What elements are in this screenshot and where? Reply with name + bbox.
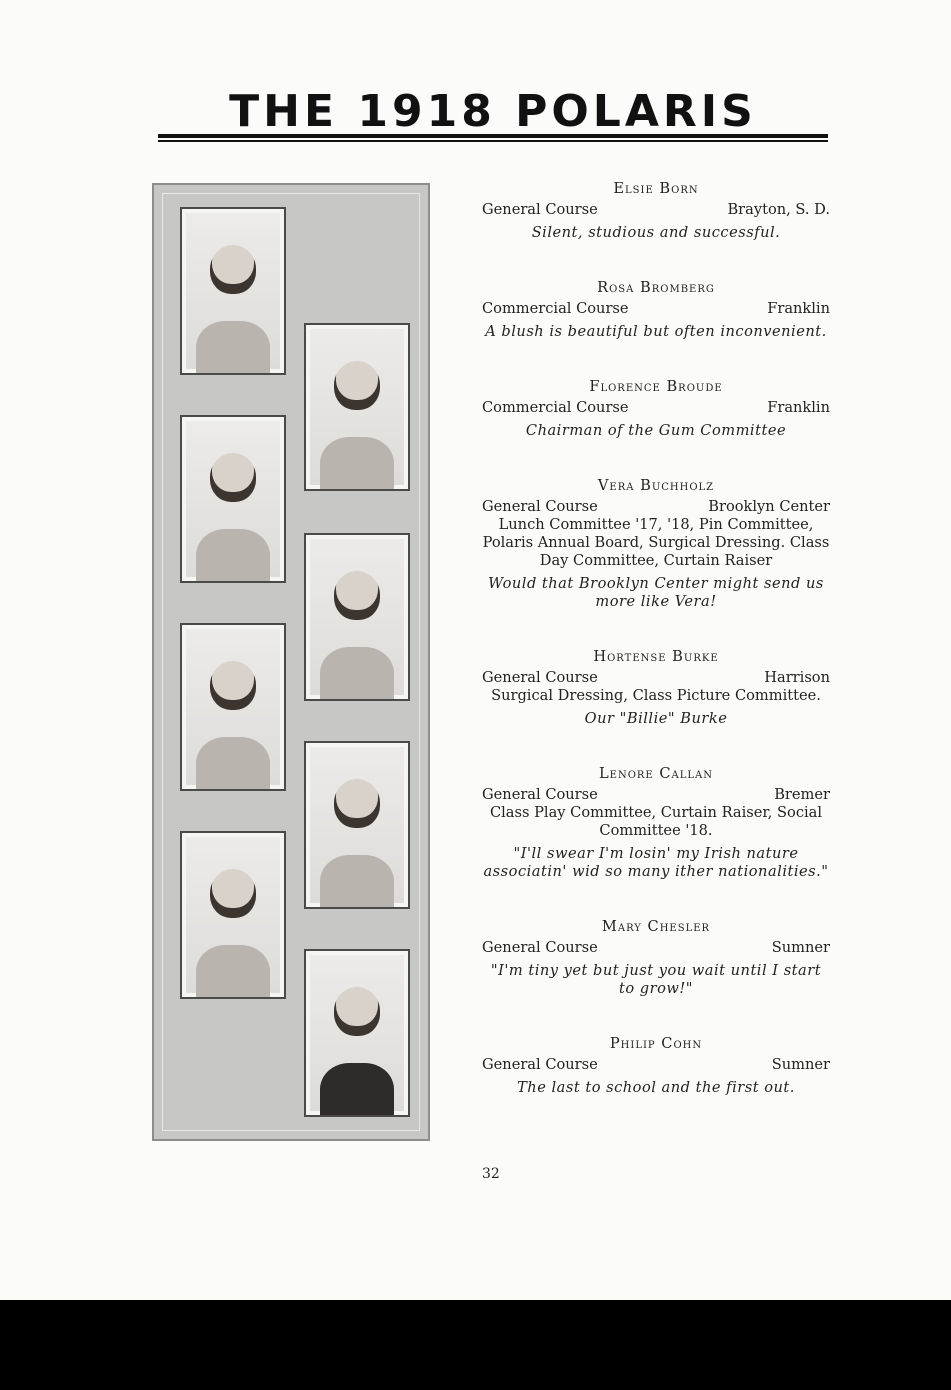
portrait-photo: [304, 741, 410, 909]
student-name: Mary Chesler: [601, 918, 711, 935]
course: General Course: [482, 939, 598, 956]
portrait-photo: [180, 623, 286, 791]
portrait-photo: [180, 831, 286, 999]
student-entry: [482, 477, 830, 611]
course: General Course: [482, 786, 598, 803]
town: Franklin: [767, 399, 830, 416]
motto: Our "Billie" Burke: [584, 710, 728, 727]
town: Bremer: [774, 786, 830, 803]
student-name: Florence Broude: [589, 378, 723, 395]
motto: Chairman of the Gum Committee: [525, 422, 787, 439]
activities: Surgical Dressing, Class Picture Committee.: [491, 687, 821, 704]
course: General Course: [482, 1056, 598, 1073]
course: Commercial Course: [482, 300, 629, 317]
town: Harrison: [764, 669, 830, 686]
title-rule-thin: [158, 140, 828, 142]
course-row: [482, 669, 830, 687]
motto: The last to school and the first out.: [517, 1079, 795, 1096]
course: General Course: [482, 498, 598, 515]
activities: Class Play Committee, Curtain Raiser, Social Committee '18.: [489, 804, 823, 839]
student-name: Vera Buchholz: [597, 477, 715, 494]
portrait-photo: [304, 323, 410, 491]
student-name: Rosa Bromberg: [597, 279, 715, 296]
portrait-panel: [152, 183, 430, 1141]
student-name: Elsie Born: [613, 180, 699, 197]
course-row: [482, 201, 830, 219]
student-entry: [482, 1035, 830, 1097]
page-number: 32: [482, 1166, 500, 1182]
motto: Would that Brooklyn Center might send us more like Vera!: [488, 575, 824, 610]
town: Brooklyn Center: [708, 498, 830, 515]
student-entry: [482, 765, 830, 881]
course-row: [482, 300, 830, 318]
motto: "I'll swear I'm losin' my Irish nature associatin' wid so many ither nationalities.": [483, 845, 829, 880]
town: Brayton, S. D.: [727, 201, 830, 218]
student-entry: [482, 279, 830, 341]
course-row: [482, 786, 830, 804]
course: Commercial Course: [482, 399, 629, 416]
portrait-photo: [180, 207, 286, 375]
course-row: [482, 1056, 830, 1074]
course: General Course: [482, 669, 598, 686]
student-name: Philip Cohn: [609, 1035, 703, 1052]
portrait-photo: [304, 533, 410, 701]
course: General Course: [482, 201, 598, 218]
motto: Silent, studious and successful.: [531, 224, 781, 241]
course-row: [482, 399, 830, 417]
town: Sumner: [771, 1056, 830, 1073]
motto: "I'm tiny yet but just you wait until I start to grow!": [490, 962, 822, 997]
motto: A blush is beautiful but often inconvenient.: [485, 323, 827, 340]
course-row: [482, 498, 830, 516]
course-row: [482, 939, 830, 957]
portrait-photo: [180, 415, 286, 583]
student-entry: [482, 648, 830, 728]
town: Sumner: [771, 939, 830, 956]
title-rule: [158, 134, 828, 138]
student-name: Hortense Burke: [593, 648, 719, 665]
student-entries: [482, 180, 830, 1134]
town: Franklin: [767, 300, 830, 317]
student-entry: [482, 180, 830, 242]
activities: Lunch Committee '17, '18, Pin Committee, Polaris Annual Board, Surgical Dressing. Class Day Committee, Curtain Raiser: [482, 516, 830, 569]
student-name: Lenore Callan: [598, 765, 714, 782]
student-entry: [482, 918, 830, 998]
portrait-photo: [304, 949, 410, 1117]
page-title: THE 1918 POLARIS: [229, 86, 757, 137]
student-entry: [482, 378, 830, 440]
